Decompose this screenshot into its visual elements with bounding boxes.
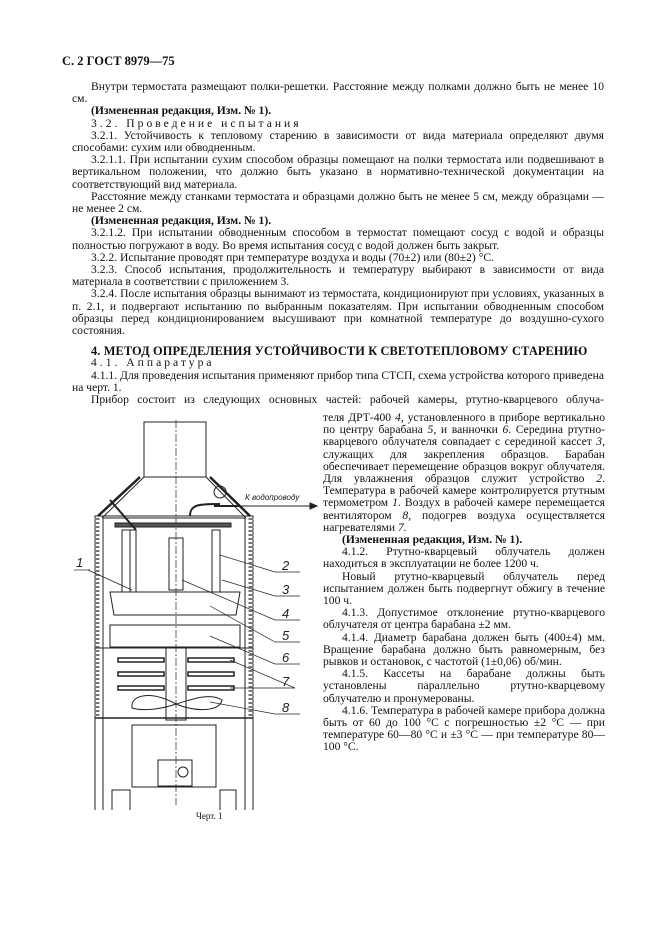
paragraph: Расстояние между станками термостата и образцами должно быть не менее 5 см, между образцами — не менее 2 см.: [72, 189, 604, 216]
text: , установленного в приборе вертикально по центру барабана: [323, 411, 605, 437]
top-housing: [144, 422, 206, 477]
ref: 4: [395, 411, 401, 424]
ref: 2: [596, 472, 603, 486]
figure-caption: Черт. 1: [196, 811, 223, 821]
callout-1: 1: [76, 555, 84, 570]
chamber-body: [103, 518, 245, 810]
amendment-note: (Измененная редакция, Изм. № 1).: [91, 104, 272, 118]
ref: 8: [402, 508, 409, 522]
paragraph: 3.2.3. Способ испытания, продолжительность и температуру выбирают в зависимости от вида материала в соответствии с приложением 3.: [72, 263, 604, 289]
main-text: [72, 81, 604, 406]
callout-8: 8: [282, 700, 290, 715]
paragraph: 4.1.3. Допустимое отклонение ртутно-кварцевого облучателя от центра барабана ±2 мм.: [323, 606, 605, 632]
callout-7: 7: [282, 674, 290, 689]
ref: 3: [596, 435, 603, 449]
paragraph: 4.1.2. Ртутно-кварцевый облучатель должен находиться в эксплуатации не более 1200 ч.: [323, 545, 605, 571]
text: . Воздух в рабочей камере перемещается вентилятором: [323, 496, 605, 522]
amendment-note: (Измененная редакция, Изм. № 1).: [91, 214, 272, 228]
fan: [132, 696, 222, 710]
paragraph: 3.2.1.2. При испытании обводненным способом в термостат помещают сосуд с водой и образцы полностью погружают в воду. Во время испытания сосуд с водой должен быть закрыт.: [72, 226, 604, 252]
callout-3: 3: [282, 582, 290, 597]
text: . Температура в рабочей камере контролируется ртутным термометром: [323, 472, 605, 510]
callout-4: 4: [282, 606, 290, 621]
callout-2: 2: [282, 558, 290, 573]
paragraph: [323, 412, 605, 534]
callout-5: 5: [282, 628, 290, 643]
water-supply-label: К водопроводу: [245, 493, 300, 502]
subsection-title: 3.2. Проведение испытания: [91, 116, 302, 130]
ref: 1: [392, 496, 398, 510]
paragraph: 4.1.1. Для проведения испытания применяют прибор типа СТСП, схема устройства которого приведена на черт. 1.: [72, 368, 604, 394]
paragraph: Внутри термостата размещают полки-решетки. Расстояние между полками должно быть не менее 10 см.: [72, 80, 604, 106]
ref: 7: [398, 520, 404, 534]
paragraph: Новый ртутно-кварцевый облучатель перед испытанием должен быть подвергнут обжигу в течение 100 ч.: [323, 569, 605, 608]
text: , служащих для закрепления образцов. Барабан обеспечивает перемещение образцов вокруг облучателя. Для увлажнения образцов служит устройство: [323, 435, 605, 486]
right-column-text: [323, 412, 605, 754]
amendment-note: (Измененная редакция, Изм. № 1).: [342, 533, 523, 547]
page-header: С. 2 ГОСТ 8979—75: [62, 54, 175, 68]
paragraph: 3.2.1. Устойчивость к тепловому старению в зависимости от вида материала определяют двумя способами: сухим или обводненным.: [72, 128, 604, 155]
section-heading: 4. МЕТОД ОПРЕДЕЛЕНИЯ УСТОЙЧИВОСТИ К СВЕТОТЕПЛОВОМУ СТАРЕНИЮ: [91, 344, 588, 359]
text: . Середина ртутно-кварцевого облучателя совпадает с серединой кассет: [323, 423, 605, 449]
ref: 6: [502, 423, 509, 437]
subsection-title: 4.1. Аппаратура: [91, 356, 215, 370]
text: теля ДРТ-400: [323, 411, 396, 424]
callout-6: 6: [282, 650, 290, 665]
paragraph: Прибор состоит из следующих основных частей: рабочей камеры, ртутно-кварцевого облуча-: [91, 393, 604, 407]
text: , подогрев воздуха осуществляется нагревателями: [323, 508, 605, 534]
apparatus-diagram: [70, 420, 332, 810]
text: .: [403, 520, 407, 534]
ref: 5: [427, 423, 434, 437]
paragraph: 4.1.5. Кассеты на барабане должны быть установлены параллельно ртутно-кварцевому облучателю и пронумерованы.: [323, 667, 605, 705]
paragraph: 4.1.4. Диаметр барабана должен быть (400±4) мм. Вращение барабана должно быть равномерным, без рывков и остановок, с частотой (1±0,06) об/мин.: [323, 630, 605, 669]
paragraph: 3.2.1.1. При испытании сухим способом образцы помещают на полки термостата или подвешивают в вертикальном положении, что должно быть указано в нормативно-технической документации на соответствующий вид материала.: [72, 153, 604, 191]
paragraph: 3.2.4. После испытания образцы вынимают из термостата, кондиционируют при условиях, указанных в п. 2.1, и подвергают испытанию по выбранным показателям. При испытании обводненным способом образцы перед кондиционированием высушивают при комнатной температуре до воздушно-сухого состояния.: [72, 287, 604, 338]
paragraph: 4.1.6. Температура в рабочей камере прибора должна быть от 60 до 100 °С с погрешностью ±2 °С — при температуре 60—80 °С и ±3 °С — при температуре 80—100 °С.: [323, 703, 605, 754]
paragraph: 3.2.2. Испытание проводят при температуре воздуха и воды (70±2) или (80±2) °С.: [91, 250, 494, 264]
text: , и ванночки: [433, 423, 503, 437]
